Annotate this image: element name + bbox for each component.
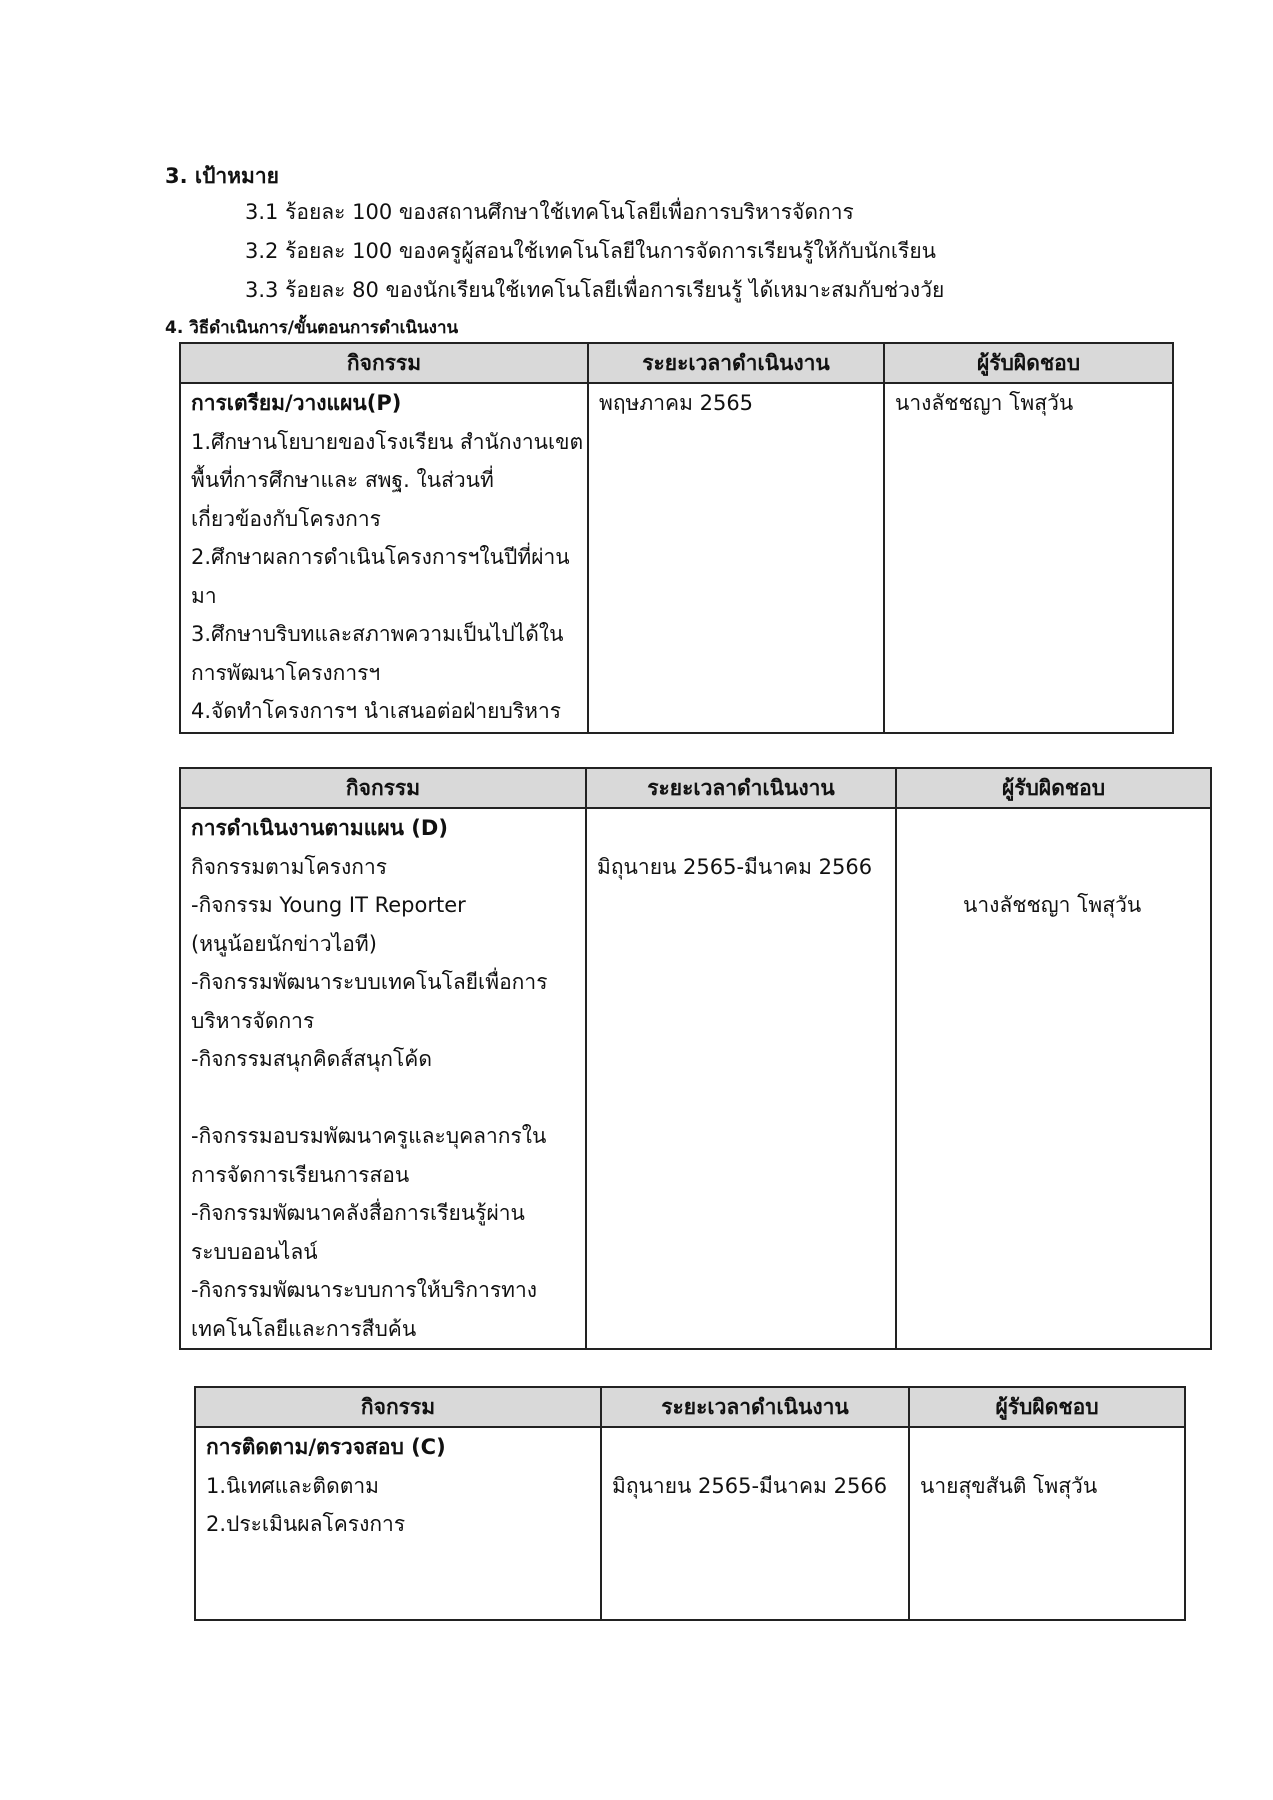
phase-title: การเตรียม/วางแผน(P) xyxy=(191,391,402,415)
activity-line: มา xyxy=(191,583,217,608)
activity-line: การจัดการเรียนการสอน xyxy=(191,1162,410,1187)
activity-cell xyxy=(180,383,588,733)
activity-line: 1.ศึกษานโยบายของโรงเรียน สำนักงานเขต xyxy=(191,429,584,454)
header-period: ระยะเวลาดำเนินงาน xyxy=(588,343,884,383)
owner-text: นางลัชชญา โพสุวัน xyxy=(963,893,1142,917)
activity-line: 2.ประเมินผลโครงการ xyxy=(206,1512,406,1536)
activity-line: -กิจกรรมพัฒนาระบบเทคโนโลยีเพื่อการ xyxy=(191,970,548,994)
table-row xyxy=(180,808,1211,1349)
header-period: ระยะเวลาดำเนินงาน xyxy=(601,1387,909,1427)
table-row xyxy=(180,383,1173,733)
activity-line: เกี่ยวข้องกับโครงการ xyxy=(191,506,381,531)
table-header-row xyxy=(180,768,1211,808)
goal-item: 3.1 ร้อยละ 100 ของสถานศึกษาใช้เทคโนโลยีเพื่อการบริหารจัดการ xyxy=(245,200,854,224)
owner-cell xyxy=(896,808,1211,1349)
owner-text: นายสุขสันติ โพสุวัน xyxy=(920,1473,1098,1498)
goal-item: 3.3 ร้อยละ 80 ของนักเรียนใช้เทคโนโลยีเพื่อการเรียนรู้ ได้เหมาะสมกับช่วงวัย xyxy=(245,278,945,302)
activity-line: 4.จัดทำโครงการฯ นำเสนอต่อฝ่ายบริหาร xyxy=(191,699,562,723)
activity-line: -กิจกรรมพัฒนาระบบการให้บริการทาง xyxy=(191,1278,538,1302)
activity-line: -กิจกรรมอบรมพัฒนาครูและบุคลากรใน xyxy=(191,1124,547,1148)
table-header-row xyxy=(195,1387,1185,1427)
activity-line: พื้นที่การศึกษาและ สพฐ. ในส่วนที่ xyxy=(191,468,494,492)
activity-line: 3.ศึกษาบริบทและสภาพความเป็นไปได้ใน xyxy=(191,622,564,646)
phase-title: การดำเนินงานตามแผน (D) xyxy=(191,816,448,840)
activity-line: -กิจกรรม Young IT Reporter xyxy=(191,893,466,917)
activity-line: บริหารจัดการ xyxy=(191,1008,315,1033)
activity-line: -กิจกรรมพัฒนาคลังสื่อการเรียนรู้ผ่าน xyxy=(191,1201,525,1225)
activity-line: ระบบออนไลน์ xyxy=(191,1239,318,1264)
activity-line: (หนูน้อยนักข่าวไอที) xyxy=(191,931,377,956)
activity-line: 1.นิเทศและติดตาม xyxy=(206,1473,379,1498)
owner-cell xyxy=(909,1427,1185,1620)
activity-line xyxy=(181,1079,585,1118)
activity-line: -กิจกรรมสนุกคิดส์สนุกโค้ด xyxy=(191,1047,432,1071)
period-cell xyxy=(586,808,896,1349)
activity-cell xyxy=(180,808,586,1349)
header-period: ระยะเวลาดำเนินงาน xyxy=(586,768,896,808)
header-activity: กิจกรรม xyxy=(180,343,588,383)
activity-line: การพัฒนาโครงการฯ xyxy=(191,660,381,685)
phase-title: การติดตาม/ตรวจสอบ (C) xyxy=(206,1435,446,1459)
activity-line: 2.ศึกษาผลการดำเนินโครงการฯในปีที่ผ่าน xyxy=(191,545,570,569)
do-table xyxy=(179,767,1212,1350)
check-table xyxy=(194,1386,1186,1621)
section-4-title: 4. วิธีดำเนินการ/ขั้นตอนการดำเนินงาน xyxy=(165,318,459,338)
plan-table xyxy=(179,342,1174,734)
section-3-title: 3. เป้าหมาย xyxy=(165,164,279,188)
owner-text: นางลัชชญา โพสุวัน xyxy=(895,391,1074,415)
goal-item: 3.2 ร้อยละ 100 ของครูผู้สอนใช้เทคโนโลยีในการจัดการเรียนรู้ให้กับนักเรียน xyxy=(245,239,937,263)
activity-line: กิจกรรมตามโครงการ xyxy=(191,854,388,879)
table-row xyxy=(195,1427,1185,1620)
header-owner: ผู้รับผิดชอบ xyxy=(896,768,1211,808)
period-text: มิถุนายน 2565-มีนาคม 2566 xyxy=(612,1473,888,1498)
header-owner: ผู้รับผิดชอบ xyxy=(884,343,1173,383)
owner-cell xyxy=(884,383,1173,733)
header-activity: กิจกรรม xyxy=(180,768,586,808)
period-text: มิถุนายน 2565-มีนาคม 2566 xyxy=(597,854,873,879)
period-text: พฤษภาคม 2565 xyxy=(599,391,754,415)
period-cell xyxy=(601,1427,909,1620)
activity-cell xyxy=(195,1427,601,1620)
table-header-row xyxy=(180,343,1173,383)
header-owner: ผู้รับผิดชอบ xyxy=(909,1387,1185,1427)
header-activity: กิจกรรม xyxy=(195,1387,601,1427)
period-cell xyxy=(588,383,884,733)
activity-line: เทคโนโลยีและการสืบค้น xyxy=(191,1316,417,1341)
